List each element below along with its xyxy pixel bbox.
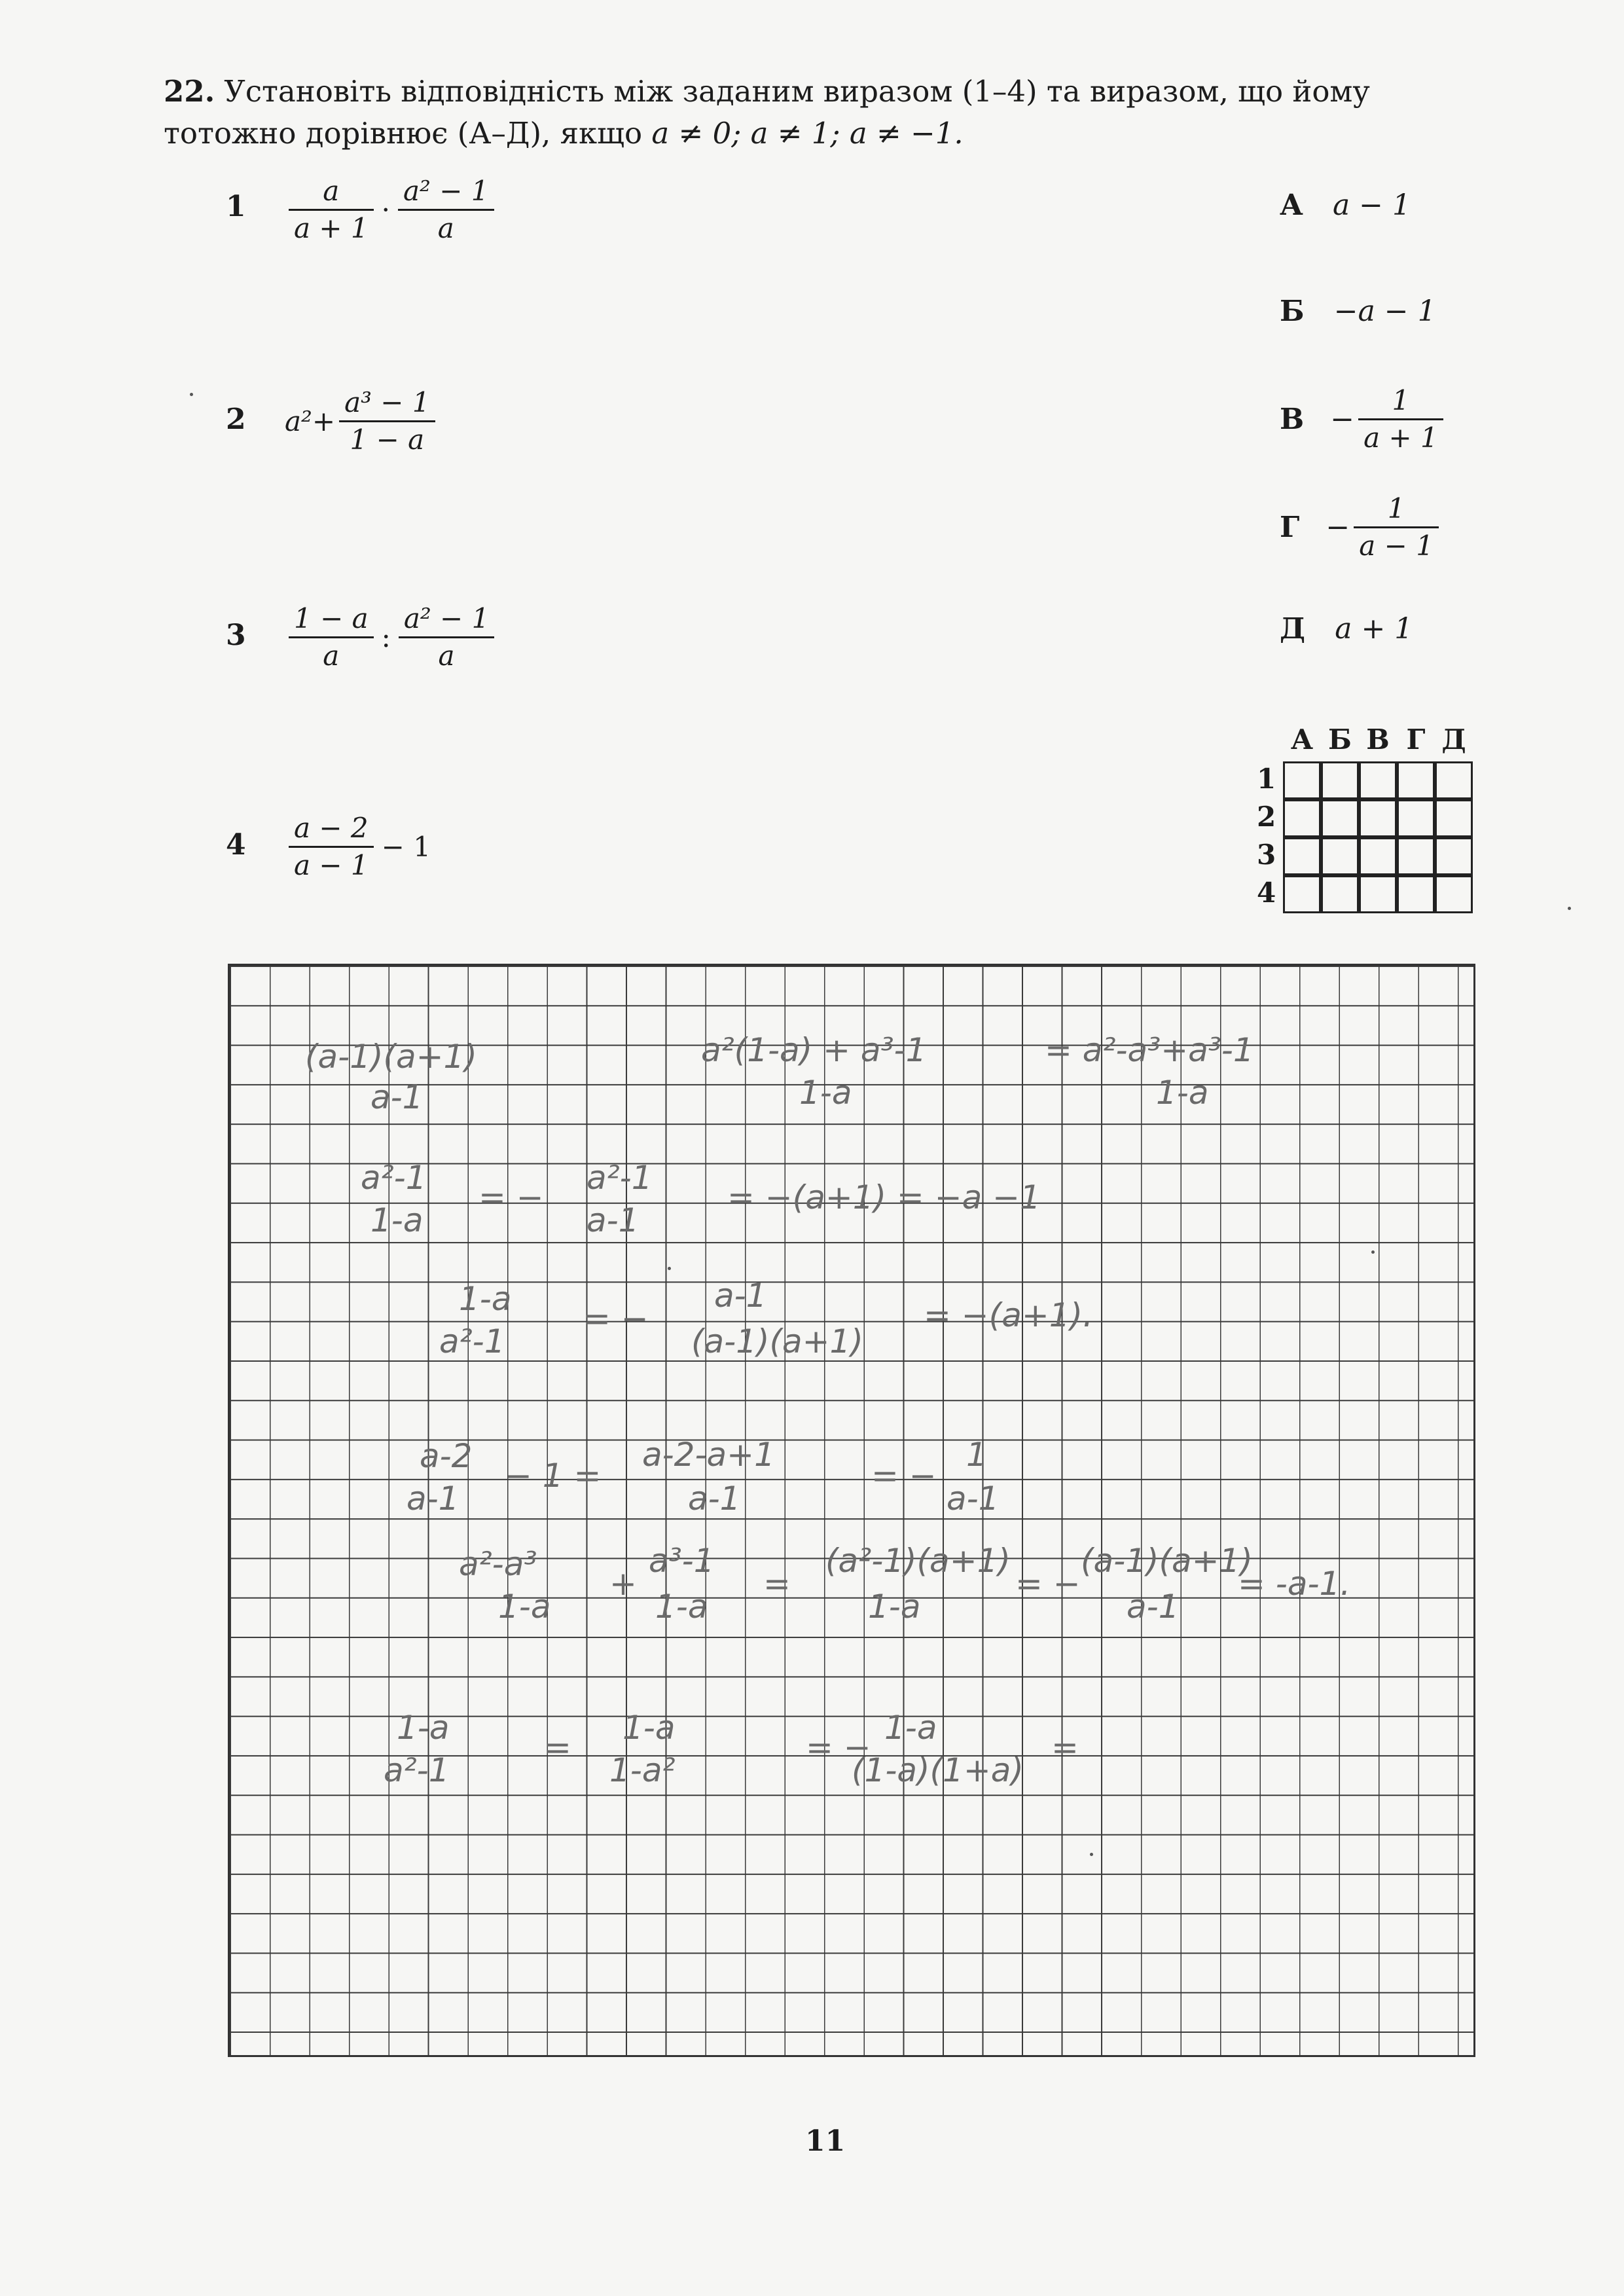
handwriting: = <box>763 1565 791 1603</box>
handwriting: 1-a <box>370 1201 424 1239</box>
handwriting: a²(1-a) + a³-1 <box>701 1031 927 1069</box>
handwriting: = <box>544 1728 571 1766</box>
handwriting: 1-a <box>1156 1074 1209 1112</box>
handwriting: (a-1)(a+1) <box>305 1038 477 1076</box>
page-number: 11 <box>805 2124 846 2158</box>
answer-row-label: 2 <box>1257 801 1276 833</box>
expression-3: $\frac{1 - a}{a}$ : $\frac{\text{a² − 1}}{a}$ <box>285 601 498 674</box>
handwriting: 1-a² <box>609 1751 676 1789</box>
handwriting: a²-a³ <box>459 1545 537 1583</box>
answer-cell[interactable] <box>1321 761 1359 799</box>
fraction: $\frac{1 - a}{a}$ <box>289 601 374 674</box>
handwriting: = − <box>478 1178 544 1216</box>
handwriting: (1-a)(1+a) <box>852 1751 1024 1789</box>
option-b: Б −a − 1 <box>1280 295 1436 328</box>
answer-cell[interactable] <box>1397 761 1435 799</box>
handwriting: = − <box>1015 1565 1081 1603</box>
handwriting: 1-a <box>655 1588 708 1626</box>
handwriting: a-2 <box>420 1437 473 1475</box>
option-g: Г − $\frac{1}{a - 1}$ <box>1280 491 1443 564</box>
handwriting: a-1 <box>586 1201 640 1239</box>
handwriting: = <box>1051 1728 1079 1766</box>
handwriting: 1 <box>966 1436 987 1474</box>
expression-2: a²+ $\frac{\text{a³ − 1}}{1 - a}$ <box>285 385 439 458</box>
expression-4: $\frac{a - 2}{a - 1}$ − 1 <box>285 811 435 883</box>
handwriting: a-1 <box>1127 1588 1180 1626</box>
handwriting: a²-1 <box>439 1322 505 1360</box>
handwriting: a-1 <box>370 1078 424 1116</box>
option-v: В − $\frac{1}{a + 1}$ <box>1280 383 1447 456</box>
answer-cell[interactable] <box>1359 761 1397 799</box>
handwriting: a³-1 <box>649 1542 715 1580</box>
handwriting: = a²-a³+a³-1 <box>1045 1031 1254 1069</box>
handwriting: 1-a <box>884 1709 937 1747</box>
expr-label-4: 4 <box>226 828 246 862</box>
handwriting: a-1 <box>406 1480 460 1518</box>
handwriting: = − <box>871 1457 937 1495</box>
answer-row-label: 4 <box>1257 877 1276 909</box>
fraction: $\frac{1}{a + 1}$ <box>1358 383 1443 456</box>
handwriting: = -a-1. <box>1238 1565 1351 1603</box>
option-a: А a − 1 <box>1280 189 1411 222</box>
fraction: $\frac{a}{a + 1}$ <box>289 173 374 246</box>
handwriting: = − <box>583 1300 649 1338</box>
answer-cell[interactable] <box>1359 799 1397 837</box>
task-number: 22. <box>164 74 215 109</box>
answer-row-label: 3 <box>1257 839 1276 871</box>
fraction: $\frac{\text{a² − 1}}{a}$ <box>399 601 495 674</box>
handwriting: a-1 <box>688 1480 741 1518</box>
handwriting: a²-1 <box>384 1751 450 1789</box>
answer-cell[interactable] <box>1359 837 1397 875</box>
handwriting: + <box>609 1565 637 1603</box>
handwriting: (a²-1)(a+1) <box>825 1542 1011 1580</box>
expr-label-2: 2 <box>226 403 246 436</box>
answer-cell[interactable] <box>1283 837 1321 875</box>
handwriting: 1-a <box>868 1588 921 1626</box>
handwriting: 1-a <box>623 1709 676 1747</box>
expression-1: $\frac{a}{a + 1}$ · $\frac{\text{a² − 1}}{a}$ <box>285 173 498 246</box>
handwriting: a-1 <box>947 1480 1000 1518</box>
task-text-line1: Установіть відповідність між заданим виразом (1–4) та виразом, що йому <box>224 74 1370 109</box>
fraction: $\frac{\text{a² − 1}}{a}$ <box>398 173 494 246</box>
answer-cell[interactable] <box>1283 875 1321 913</box>
handwriting: = −(a+1) = −a −1 <box>727 1178 1041 1216</box>
work-grid[interactable] <box>228 964 1475 2057</box>
task-statement <box>164 71 1479 155</box>
answer-cell[interactable] <box>1397 875 1435 913</box>
handwriting: = − <box>806 1728 871 1766</box>
answer-cell[interactable] <box>1321 799 1359 837</box>
handwriting: 1-a <box>397 1709 450 1747</box>
answer-cell[interactable] <box>1435 799 1473 837</box>
answer-cell[interactable] <box>1321 837 1359 875</box>
handwriting: a-1 <box>714 1277 767 1315</box>
handwriting: (a-1)(a+1) <box>1081 1542 1253 1580</box>
answer-cell[interactable] <box>1435 761 1473 799</box>
answer-cell[interactable] <box>1435 837 1473 875</box>
handwriting: = −(a+1). <box>924 1296 1093 1334</box>
answer-cell[interactable] <box>1359 875 1397 913</box>
fraction: $\frac{a - 2}{a - 1}$ <box>289 811 374 883</box>
fraction: $\frac{1}{a - 1}$ <box>1354 491 1439 564</box>
handwriting: − 1 = <box>505 1457 602 1495</box>
handwriting: 1-a <box>799 1074 852 1112</box>
fraction: $\frac{\text{a³ − 1}}{1 - a}$ <box>339 385 435 458</box>
handwriting: a²-1 <box>586 1159 653 1197</box>
answer-cell[interactable] <box>1283 799 1321 837</box>
expr-label-3: 3 <box>226 619 246 652</box>
handwriting: (a-1)(a+1) <box>691 1322 863 1360</box>
handwriting: a-2-a+1 <box>642 1436 775 1474</box>
task-text-line2: тотожно дорівнює (А–Д), якщо <box>164 116 643 151</box>
option-d: Д a + 1 <box>1280 612 1413 646</box>
answer-cell[interactable] <box>1435 875 1473 913</box>
answer-cell[interactable] <box>1321 875 1359 913</box>
handwriting: 1-a <box>459 1280 512 1318</box>
answer-row-label: 1 <box>1257 763 1276 795</box>
handwriting: 1-a <box>498 1588 551 1626</box>
task-condition: a ≠ 0; a ≠ 1; a ≠ −1. <box>651 116 964 151</box>
expr-label-1: 1 <box>226 190 246 223</box>
handwriting: a²-1 <box>361 1159 427 1197</box>
answer-cell[interactable] <box>1283 761 1321 799</box>
answer-cell[interactable] <box>1397 837 1435 875</box>
answer-cell[interactable] <box>1397 799 1435 837</box>
